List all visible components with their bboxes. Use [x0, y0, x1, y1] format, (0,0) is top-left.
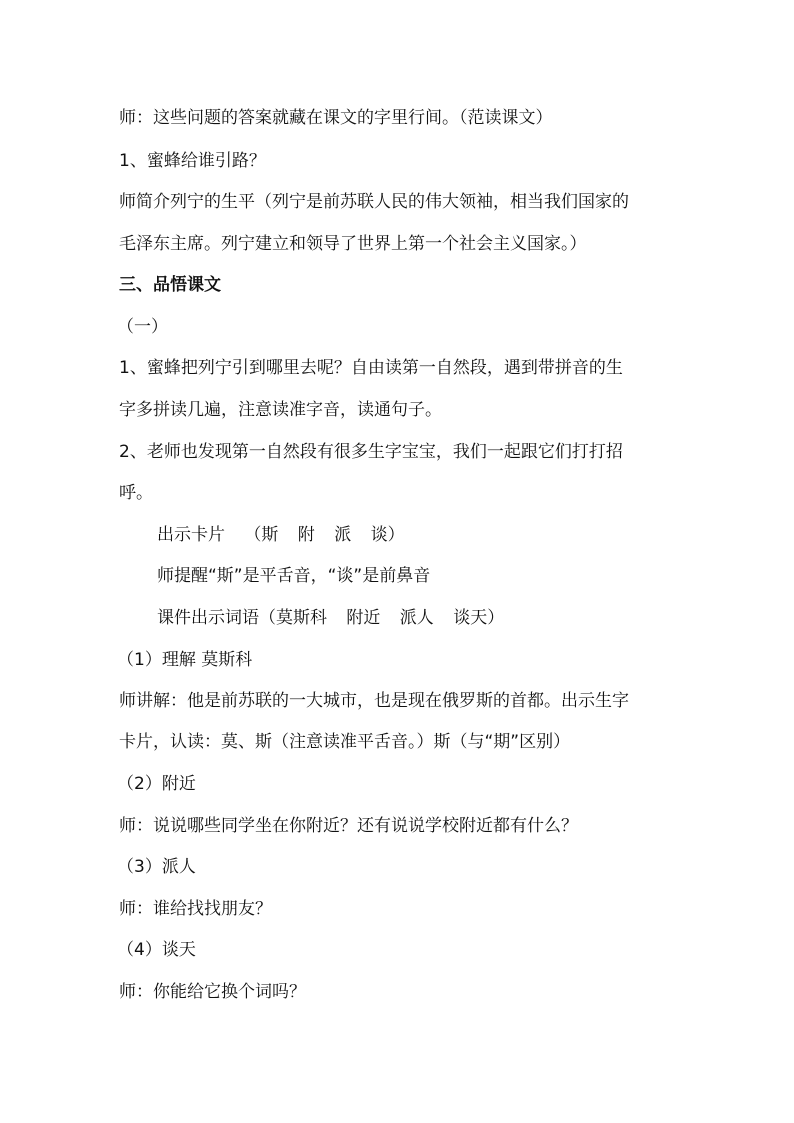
paragraph-line: 师讲解：他是前苏联的一大城市，也是现在俄罗斯的首都。出示生字 [119, 691, 629, 711]
indented-line: 课件出示词语（莫斯科 附近 派人 谈天） [157, 608, 505, 628]
item-heading: （1）理解 莫斯科 [117, 650, 253, 670]
indented-line: 师提醒“斯”是平舌音，“谈”是前鼻音 [157, 566, 431, 586]
paragraph-line: 师：说说哪些同学坐在你附近？还有说说学校附近都有什么？ [119, 816, 578, 836]
item-heading: （2）附近 [117, 774, 196, 794]
paragraph-line: 师简介列宁的生平（列宁是前苏联人民的伟大领袖，相当我们国家的 [119, 192, 629, 212]
section-heading: 三、品悟课文 [119, 275, 221, 295]
paragraph-line: 师：谁给找找朋友？ [119, 899, 272, 919]
paragraph-line: 师：这些问题的答案就藏在课文的字里行间。（范读课文） [119, 108, 553, 128]
indented-line: 出示卡片 （斯 附 派 谈） [157, 525, 405, 545]
paragraph-line: 毛泽东主席。列宁建立和领导了世界上第一个社会主义国家。） [119, 234, 587, 254]
paragraph-line: 卡片，认读：莫、斯（注意读准平舌音。）斯（与“期”区别） [119, 732, 571, 752]
item-heading: （4）谈天 [117, 940, 196, 960]
subsection-heading: （一） [117, 317, 168, 337]
paragraph-line: 1、蜜蜂把列宁引到哪里去呢？自由读第一自然段，遇到带拼音的生 [119, 358, 623, 378]
paragraph-line: 字多拼读几遍，注意读准字音，读通句子。 [119, 400, 442, 420]
paragraph-line: 师：你能给它换个词吗？ [119, 982, 306, 1002]
question-heading: 1、蜜蜂给谁引路？ [119, 151, 266, 171]
paragraph-line: 2、老师也发现第一自然段有很多生字宝宝，我们一起跟它们打打招 [119, 442, 623, 462]
item-heading: （3）派人 [117, 857, 196, 877]
paragraph-line: 呼。 [119, 483, 153, 503]
